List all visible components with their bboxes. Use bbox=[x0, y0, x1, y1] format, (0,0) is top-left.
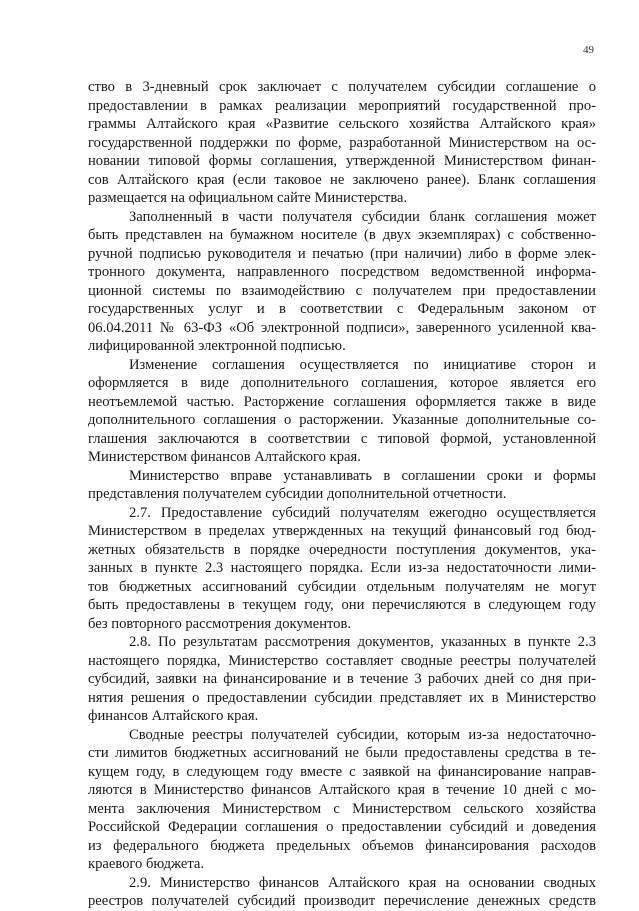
text-line: ручной подписью руководителя и печатью (при наличии) либо в форме элек- bbox=[88, 245, 596, 262]
text-line: Министерством в пределах утвержденных на текущий финансовый год бюд- bbox=[88, 523, 596, 539]
text-line: субсидий, заявки на финансирование и в течение 3 рабочих дней со дня при- bbox=[88, 671, 596, 687]
text-line: нятия решения о предоставлении субсидии представляет их в Министерство bbox=[88, 689, 596, 706]
text-line: настоящего порядка, Министерство составляет сводные реестры получателей bbox=[88, 652, 596, 669]
text-line: размещается на официальном сайте Министерства. bbox=[88, 190, 408, 206]
text-line: быть представлен на бумажном носителе (в двух экземплярах) с собственно- bbox=[88, 227, 596, 243]
text-line: занных в пункте 2.3 настоящего порядка. Если из-за недостаточности лими- bbox=[88, 560, 596, 576]
text-line: государственных услуг и в соответствии с Федеральным законом от bbox=[88, 301, 596, 317]
text-line: финансов Алтайского края. bbox=[88, 708, 259, 724]
text-line: Министерством финансов Алтайского края. bbox=[88, 449, 361, 465]
paragraph-first-line: 2.9. Министерство финансов Алтайского края на основании сводных bbox=[129, 874, 596, 891]
text-line: реестров получателей субсидий производит перечисление денежных средств bbox=[88, 893, 596, 909]
text-line: сов Алтайского края (если таковое не заключено ранее). Бланк соглашения bbox=[88, 171, 596, 188]
text-line: новании типовой формы соглашения, утвержденной Министерством финан- bbox=[88, 153, 596, 169]
paragraph-first-line: Министерство вправе устанавливать в соглашении сроки и формы bbox=[129, 467, 596, 484]
page-number: 49 bbox=[583, 44, 594, 56]
text-line: тронного документа, направленного посредством ведомственной информа- bbox=[88, 264, 596, 280]
text-line: жетных обязательств в порядке очередности поступления документов, ука- bbox=[88, 541, 596, 558]
text-line: граммы Алтайского края «Развитие сельского хозяйства Алтайского края» bbox=[88, 116, 596, 132]
text-line: представления получателем субсидии дополнительной отчетности. bbox=[88, 486, 507, 502]
text-line: дополнительного соглашения о расторжении. Указанные дополнительные со- bbox=[88, 412, 596, 428]
text-line: сти лимитов бюджетных ассигнований не были предоставлены средства в те- bbox=[88, 745, 596, 761]
text-line: краевого бюджета. bbox=[88, 856, 205, 872]
text-line: государственной поддержки по форме, разработанной Министерством на ос- bbox=[88, 134, 596, 151]
text-line: предоставлении в рамках реализации мероприятий государственной про- bbox=[88, 97, 596, 114]
text-line: без повторного рассмотрения документов. bbox=[88, 615, 352, 632]
text-line: мента заключения Министерством с Министерством сельского хозяйства bbox=[88, 800, 596, 817]
text-line: быть предоставлены в текущем году, они перечисляются в следующем году bbox=[88, 597, 596, 613]
text-line: неотъемлемой частью. Расторжение соглашения оформляется также в виде bbox=[88, 393, 596, 410]
paragraph-first-line: Сводные реестры получателей субсидии, которым из-за недостаточно- bbox=[129, 726, 596, 743]
paragraph-first-line: Изменение соглашения осуществляется по инициативе сторон и bbox=[129, 356, 596, 373]
document-body bbox=[88, 78, 596, 911]
text-line: 06.04.2011 № 63-ФЗ «Об электронной подписи», заверенного усиленной ква- bbox=[88, 319, 596, 336]
text-line: ляются в Министерство финансов Алтайского края в течение 10 дней с мо- bbox=[88, 782, 596, 798]
text-line: ционной системы по взаимодействию с получателем при предоставлении bbox=[88, 282, 596, 299]
text-line: кущем году, в следующем году вместе с заявкой на финансирование направ- bbox=[88, 763, 596, 780]
paragraph-first-line: 2.8. По результатам рассмотрения документов, указанных в пункте 2.3 bbox=[129, 634, 596, 650]
text-line: глашения заключаются в соответствии с типовой формой, установленной bbox=[88, 430, 596, 447]
text-line: ство в 3-дневный срок заключает с получателем субсидии соглашение о bbox=[88, 79, 596, 95]
text-line: Российской Федерации соглашения о предоставлении субсидий и доведения bbox=[88, 819, 596, 835]
text-line: лифицированной электронной подписью. bbox=[88, 338, 346, 354]
paragraph-first-line: Заполненный в части получателя субсидии бланк соглашения может bbox=[129, 208, 596, 225]
text-line: оформляется в виде дополнительного соглашения, которое является его bbox=[88, 375, 596, 391]
text-line: тов бюджетных ассигнований субсидии отдельным получателям не могут bbox=[88, 578, 596, 595]
text-line: из федерального бюджета предельных объемов финансирования расходов bbox=[88, 837, 596, 854]
paragraph-first-line: 2.7. Предоставление субсидий получателям ежегодно осуществляется bbox=[129, 504, 596, 521]
